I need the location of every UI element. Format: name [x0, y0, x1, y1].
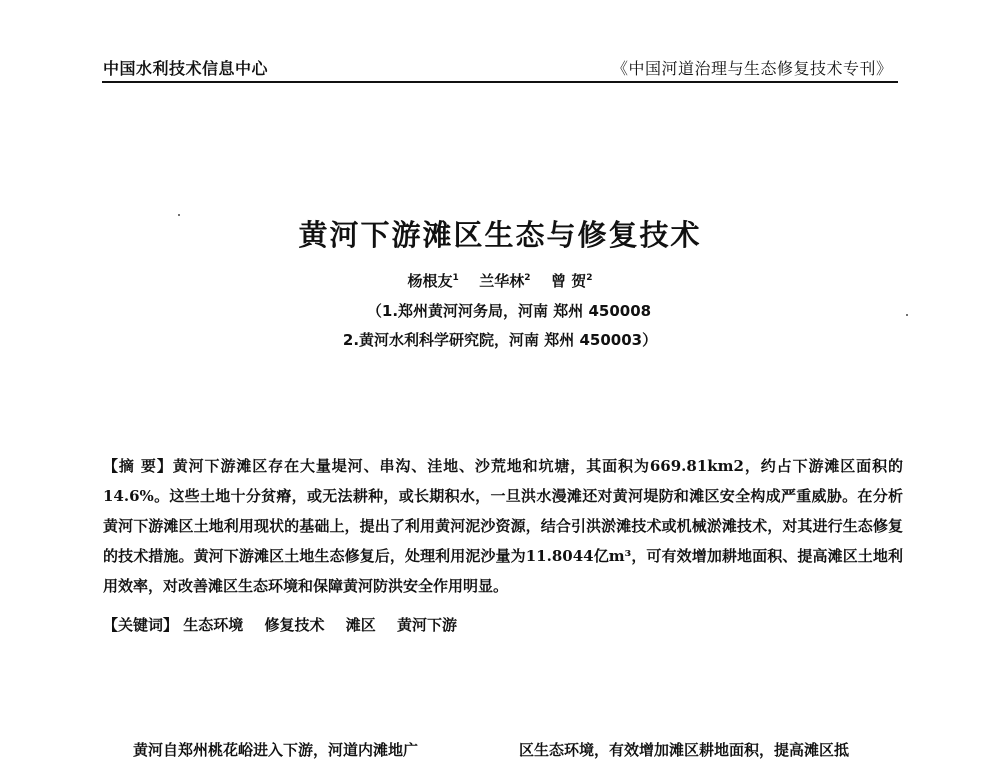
keywords-label: 【关键词】: [103, 616, 179, 634]
author-name: 曾 贺: [551, 272, 587, 290]
keyword: 生态环境: [183, 616, 244, 634]
author-name: 杨根友: [407, 272, 453, 290]
paper-title: 黄河下游滩区生态与修复技术: [298, 218, 702, 252]
author-list: [0, 270, 1000, 291]
author-affil-mark: 2: [586, 273, 593, 283]
header-rule: [102, 81, 898, 83]
keyword: 滩区: [345, 616, 376, 634]
keyword: 修复技术: [264, 616, 325, 634]
author-name: 兰华林: [479, 272, 525, 290]
abstract-text: 黄河下游滩区存在大量堤河、串沟、洼地、沙荒地和坑塘，其面积为669.81km2，约占下游滩区面积的14.6%。这些土地十分贫瘠，或无法耕种，或长期积水，一旦洪水漫滩还对黄河堤防和滩区安全构成严重威胁。在分析黄河下游滩区土地利用现状的基础上，提出了利用黄河泥沙资源，结合引洪淤滩技术或机械淤滩技术，对其进行生态修复的技术措施。黄河下游滩区土地生态修复后，处理利用泥沙量为11.8044亿m³，可有效增加耕地面积、提高滩区土地利用效率，对改善滩区生态环境和保障黄河防洪安全作用明显。: [103, 457, 903, 595]
affiliation-1: （1.郑州黄河河务局，河南 郑州 450008: [366, 302, 652, 320]
body-text-column-2: 区生态环境，有效增加滩区耕地面积，提高滩区抵: [519, 741, 850, 759]
abstract: [103, 451, 903, 601]
affiliation-2: 2.黄河水利科学研究院，河南 郑州 450003）: [342, 331, 658, 349]
author-affil-mark: 2: [524, 273, 531, 283]
body-text-column-1: 黄河自郑州桃花峪进入下游，河道内滩地广: [133, 741, 419, 759]
running-header-left: 中国水利技术信息中心: [103, 59, 269, 78]
running-header-right: 《中国河道治理与生态修复技术专刊》: [612, 59, 893, 78]
author-affil-mark: 1: [452, 273, 459, 283]
keywords: [103, 614, 473, 635]
abstract-label: 【摘 要】: [103, 457, 173, 475]
keyword: 黄河下游: [397, 616, 458, 634]
